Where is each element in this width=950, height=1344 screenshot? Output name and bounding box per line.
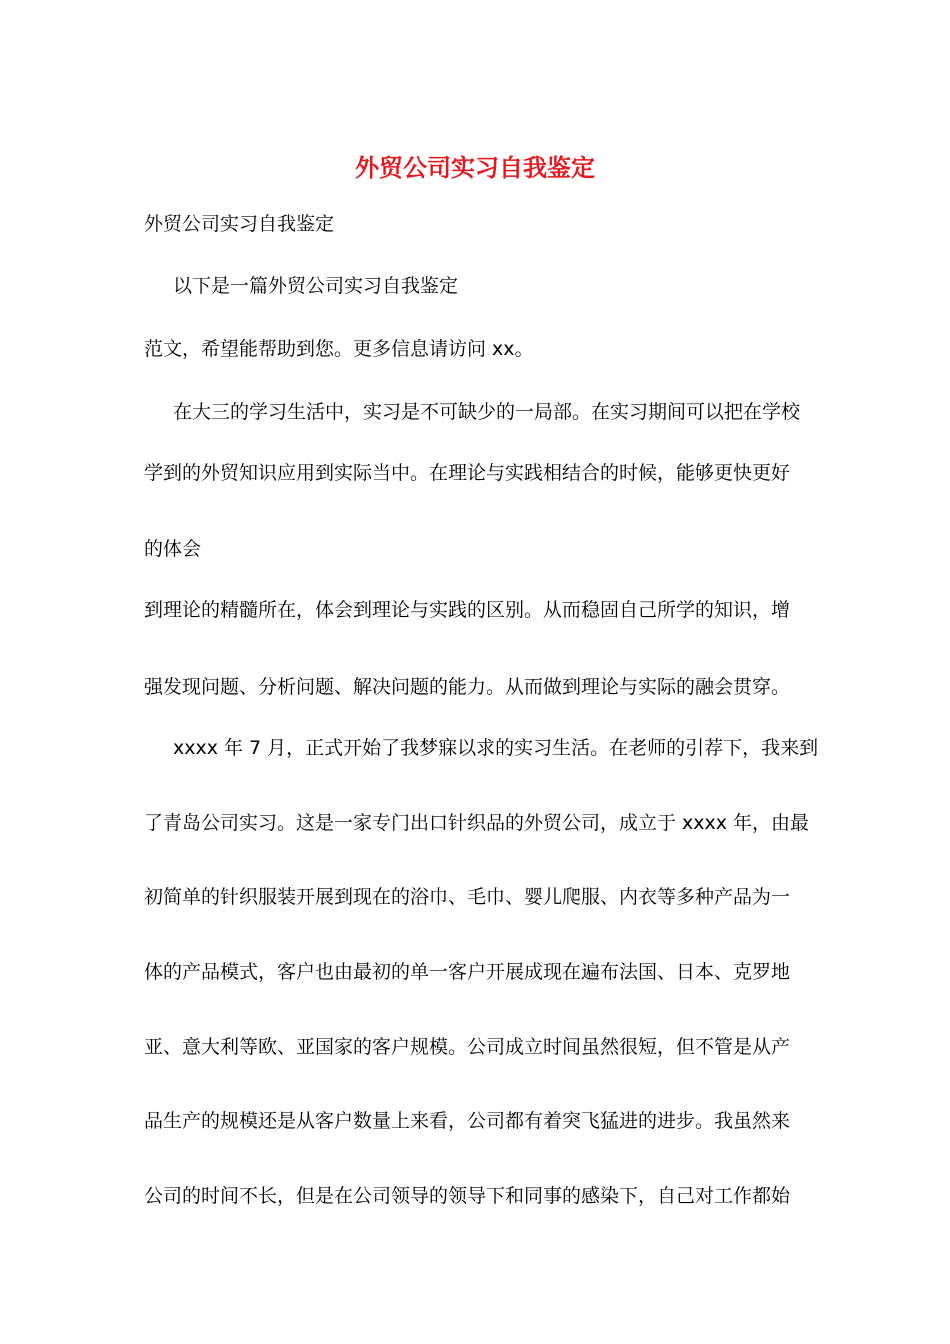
paragraph-line: xxxx 年 7 月，正式开始了我梦寐以求的实习生活。在老师的引荐下，我来到 — [173, 737, 819, 759]
document-title: 外贸公司实习自我鉴定 — [355, 153, 595, 182]
paragraph-line: 强发现问题、分析问题、解决问题的能力。从而做到理论与实际的融会贯穿。 — [144, 676, 791, 698]
paragraph-line: 体的产品模式，客户也由最初的单一客户开展成现在遍布法国、日本、克罗地 — [144, 961, 791, 983]
paragraph-line: 公司的时间不长，但是在公司领导的领导下和同事的感染下，自己对工作都始 — [144, 1185, 791, 1207]
paragraph-line: 初简单的针织服装开展到现在的浴巾、毛巾、婴儿爬服、内衣等多种产品为一 — [144, 886, 791, 908]
paragraph-line: 了青岛公司实习。这是一家专门出口针织品的外贸公司，成立于 xxxx 年，由最 — [144, 812, 810, 834]
subtitle-line: 外贸公司实习自我鉴定 — [144, 213, 335, 235]
paragraph-line: 在大三的学习生活中，实习是不可缺少的一局部。在实习期间可以把在学校 — [173, 401, 801, 423]
paragraph-line: 品生产的规模还是从客户数量上来看，公司都有着突飞猛进的进步。我虽然来 — [144, 1110, 791, 1132]
paragraph-line: 范文，希望能帮助到您。更多信息请访问 xx。 — [144, 338, 534, 360]
paragraph-line: 学到的外贸知识应用到实际当中。在理论与实践相结合的时候，能够更快更好 — [144, 462, 791, 484]
paragraph-line: 以下是一篇外贸公司实习自我鉴定 — [173, 275, 459, 297]
paragraph-line: 亚、意大利等欧、亚国家的客户规模。公司成立时间虽然很短，但不管是从产 — [144, 1036, 791, 1058]
paragraph-line: 的体会 — [144, 538, 202, 560]
paragraph-line: 到理论的精髓所在，体会到理论与实践的区别。从而稳固自己所学的知识，增 — [144, 599, 791, 621]
